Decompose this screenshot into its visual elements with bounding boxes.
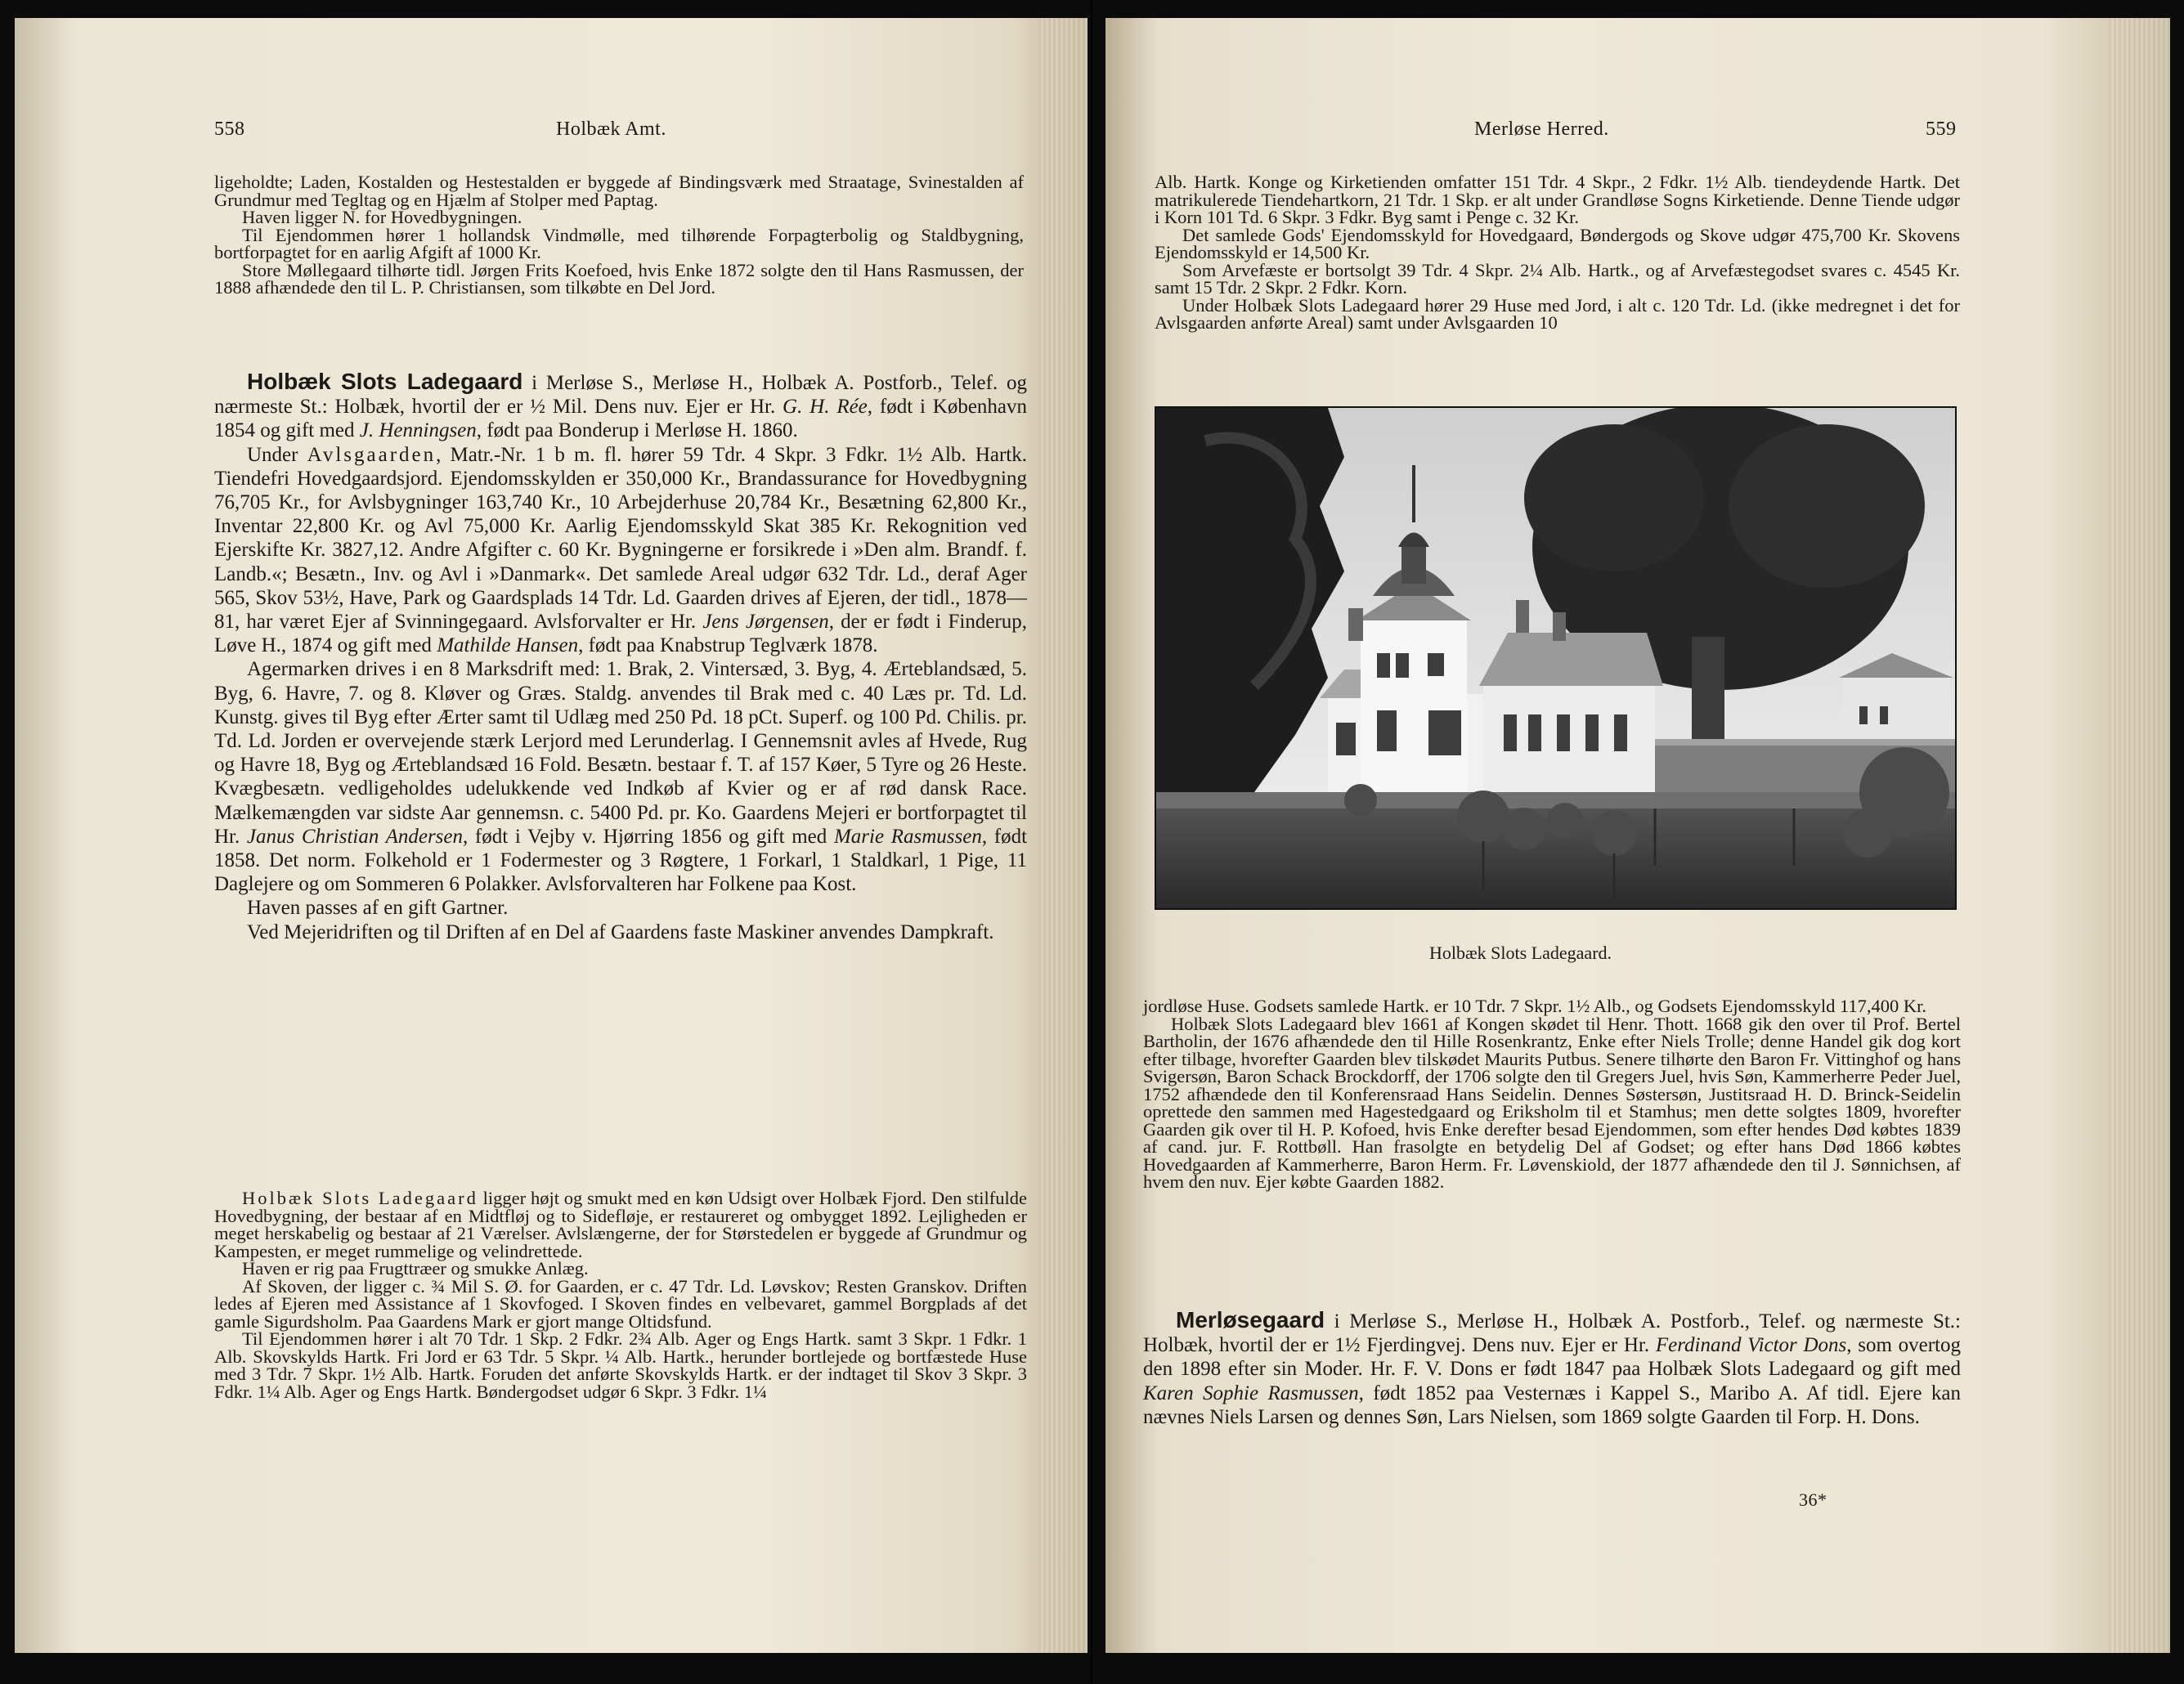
photo-caption: Holbæk Slots Ladegaard. — [1429, 943, 1612, 963]
spaced-term: Avlsgaarden — [307, 443, 437, 466]
page-number: 559 — [1926, 119, 1957, 140]
running-head: Holbæk Amt. — [556, 119, 666, 140]
manor-photo-illustration — [1156, 408, 1955, 908]
text: Under — [247, 443, 298, 466]
wife-name: J. Henningsen — [359, 419, 477, 442]
text: i Merløse S., Merløse H., Holbæk A. Postforb., Telef. og nærmeste St.: Holbæk, hvortil der er 1½ Fjerdingvej. Dens nuv. Ejer er Hr. — [1143, 1310, 1961, 1357]
page-edge — [1038, 18, 1088, 1653]
text: , født paa Bonderup i Merløse H. 1860. — [476, 419, 798, 442]
intro-text — [214, 173, 1024, 297]
paragraph: Haven passes af en gift Gartner. — [247, 897, 509, 920]
text: , født 1852 paa Vesternæs i Kappel S., Maribo A. Af tidl. Ejere kan nævnes Niels Larsen og dennes Søn, Lars Nielsen, som 1869 solgte Gaarden til Forp. H. Dons. — [1143, 1382, 1961, 1428]
paragraph — [214, 369, 1027, 443]
paragraph: Under Holbæk Slots Ladegaard hører 29 Huse med Jord, i alt c. 120 Tdr. Ld. (ikke medregnet i det for Avlsgaarden anførte Areal) samt under Avlsgaarden 10 — [1155, 294, 1960, 333]
text: , født 1858. Det norm. Folkehold er 1 Fodermester og 3 Røgtere, 1 Forkarl, 1 Staldkarl, 1 Pige, 11 Daglejere og om Sommeren 6 Polakker. Avlsforvalteren har Folkene paa Kost. — [214, 825, 1028, 896]
page-edge — [2109, 18, 2170, 1653]
paragraph — [214, 657, 1027, 896]
owner-name: Ferdinand Victor Dons — [1655, 1334, 1847, 1357]
entry-merloesegaard — [1143, 1308, 1961, 1429]
text: , født i København 1854 og gift med — [214, 396, 1028, 442]
paragraph — [214, 1189, 1027, 1260]
text: i Merløse S., Merløse H., Holbæk A. Postforb., Telef. og nærmeste St.: Holbæk, hvortil der er ½ Mil. Dens nuv. Ejer er Hr. — [214, 372, 1027, 419]
paragraph: Ved Mejeridriften og til Driften af en Del af Gaardens faste Maskiner anvendes Dampkraft. — [247, 920, 994, 943]
manor-photograph — [1155, 406, 1957, 910]
text: ligger højt og smukt med en køn Udsigt over Holbæk Fjord. Den stilfulde Hovedbygning, der bestaar af en Midtfløj og to Sidefløje, er restaureret og ombygget 1892. Lejligheden er meget herskabelig og bestaar af 21 Værelser. Avlslængerne, der for Størstedelen er byggede af Grundmur og Kampesten, er meget rummelige og velindrettede. — [214, 1188, 1027, 1261]
entry-title: Holbæk Slots Ladegaard — [247, 369, 523, 394]
owner-name: G. H. Rée — [783, 396, 868, 419]
paragraph — [1143, 1308, 1961, 1429]
forvalter-wife: Mathilde Hansen — [437, 634, 579, 657]
wife-name: Karen Sophie Rasmussen — [1143, 1382, 1359, 1404]
paragraph: ligeholdte; Laden, Kostalden og Hestestalden er byggede af Bindingsværk med Straatage, Svinestalden af Grundmur med Tegltag og en Hjælm af Stolper med Paptag. — [214, 172, 1024, 210]
text: , som overtog den 1898 efter sin Moder. Hr. F. V. Dons er født 1847 paa Holbæk Slots Ladegaard og gift med — [1143, 1334, 1961, 1381]
text: Agermarken drives i en 8 Marksdrift med: 1. Brak, 2. Vintersæd, 3. Byg, 4. Ærteblandsæd, 5. Byg, 6. Havre, 7. og 8. Kløver og Græs. Staldg. anvendes til Brak med c. 40 Læs pr. Td. Ld. Kunstg. gives til Byg efter Ærter samt til Udlæg med 250 Pd. 18 pCt. Superf. og 100 Pd. Chilis. pr. Td. Ld. Jorden er overvejende stærk Lerjord med Lerunderlag. I Gennemsnit avles af Hvede, Rug og Havre 18, Byg og Ærteblandsæd 16 Fold. Besætn. bestaar f. T. af 157 Køer, 5 Tyre og 26 Heste. Kvægbesætn. vedligeholdes udelukkende ved Indkøb af Kvier og er af rød dansk Race. Mælkemængden var sidste Aar gennemsn. c. 5400 Pd. pr. Ko. Gaardens Mejeri er bortforpagtet til Hr. — [214, 658, 1027, 848]
paragraph: Af Skoven, der ligger c. ¾ Mil S. Ø. for Gaarden, er c. 47 Tdr. Ld. Løvskov; Resten Granskov. Driften ledes af Ejeren med Assistance af 1 Skovfoged. I Skoven findes en velbevaret, gammel Borgplads af det gamle Sigurdsholm. Paa Gaardens Mark er gjort mange Oltidsfund. — [214, 1275, 1027, 1332]
mejeri-wife: Marie Rasmussen — [833, 825, 982, 848]
paragraph: jordløse Huse. Godsets samlede Hartk. er 10 Tdr. 7 Skpr. 1½ Alb., og Godsets Ejendomsskyld 117,400 Kr. — [1143, 996, 1927, 1016]
text: , Matr.-Nr. 1 b m. fl. hører 59 Tdr. 4 Skpr. 3 Fdkr. 1½ Alb. Hartk. Tiendefri Hovedgaardsjord. Ejendomsskylden er 350,000 Kr., Brandassurance for Hovedbygning 76,705 Kr., for Avlsbygninger 163,740 Kr., 10 Arbejderhuse 20,784 Kr., Besætning 62,800 Kr., Inventar 22,800 Kr. og Avl 75,000 Kr. Aarlig Ejendomsskyld Skat 385 Kr. Rekognition ved Ejerskifte Kr. 3827,12. Andre Afgifter c. 60 Kr. Bygningerne er forsikrede i »Den alm. Brandf. f. Landb.«; Besætn., Inv. og Avl i »Danmark«. Det samlede Areal udgør 632 Tdr. Ld., deraf Ager 565, Skov 53½, Have, Park og Gaardsplads 14 Tdr. Ld. Gaarden drives af Ejeren, der tidl., 1878—81, har været Ejer af Svinningegaard. Avlsforvalter er Hr. — [214, 443, 1027, 634]
continuation-text — [1155, 173, 1960, 332]
forvalter-name: Jens Jørgensen — [702, 611, 829, 634]
paragraph: Til Ejendommen hører i alt 70 Tdr. 1 Skp. 2 Fdkr. 2¾ Alb. Ager og Engs Hartk. samt 3 Skpr. 1 Fdkr. 1 Alb. Skovskylds Hartk. Fri Jord er 63 Tdr. 5 Skpr. ¼ Alb. Hartk., herunder bortlejede og bortfæstede Huse med 3 Tdr. 7 Skpr. 1½ Alb. Hartk. Foruden det anførte Skovskylds Hartk. er der indtaget til Skov 3 Skpr. 3 Fdkr. 1¼ Alb. Ager og Engs Hartk. Bøndergodset udgør 6 Skpr. 3 Fdkr. 1¼ — [214, 1328, 1027, 1402]
mejeri-name: Janus Christian Andersen — [246, 825, 464, 848]
paragraph: Holbæk Slots Ladegaard blev 1661 af Kongen skødet til Henr. Thott. 1668 gik den over til Prof. Bertel Bartholin, der 1676 afhændede den til Hille Rosenkrantz, Enke efter Niels Trolle; denne Handel gik dog kort efter tilbage, hvorefter Gaarden blev tilskødet Maurits Putbus. Senere tilhørte den Baron Fr. Vittinghof og hans Svigersøn, Baron Schack Brockdorff, der 1706 solgte den til Gregers Juel, hvis Søn, Kammerherre Peder Juel, 1752 afhændede den til Konferensraad Hans Seidelin. Dennes Søstersøn, Justitsraad H. D. Brinck-Seidelin oprettede den sammen med Hagestedgaard og Eriksholm til et Stamhus; men dette solgtes 1809, hvorefter Gaarden gik over til H. P. Kofoed, hvis Enke derefter besad Ejendommen, som efter hendes Død købtes 1839 af cand. jur. F. Rottbøll. Han frasolgte en betydelig Del af Godset; og efter hans Død 1866 købtes Hovedgaarden af Kammerherre, Baron Herm. Fr. Løvenskiold, der 1877 afhændede den til J. Sønnichsen, af hvem den nuv. Ejer købte Gaarden 1882. — [1143, 1013, 1961, 1192]
page-number: 558 — [214, 119, 245, 140]
text: , der er født i Finderup, Løve H., 1874 og gift med — [214, 611, 1027, 657]
running-head: Merløse Herred. — [1474, 119, 1609, 140]
paragraph: Til Ejendommen hører 1 hollandsk Vindmølle, med tilhørende Forpagterbolig og Staldbygning, bortforpagtet for en aarlig Afgift af 1000 Kr. — [214, 224, 1024, 262]
paragraph — [214, 443, 1027, 658]
text: , født paa Knabstrup Teglværk 1878. — [578, 634, 878, 657]
description-text — [214, 1189, 1027, 1400]
paragraph: Som Arvefæste er bortsolgt 39 Tdr. 4 Skpr. 2¼ Alb. Hartk., og af Arvefæstegodset svares c. 4545 Kr. samt 15 Tdr. 2 Skpr. 2 Fdkr. Korn. — [1155, 259, 1960, 298]
history-text — [1143, 997, 1961, 1191]
book-gutter — [1091, 0, 1092, 1684]
spaced-term: Holbæk Slots Ladegaard — [242, 1188, 478, 1208]
text: , født i Vejby v. Hjørring 1856 og gift med — [463, 825, 834, 848]
paragraph: Alb. Hartk. Konge og Kirketienden omfatter 151 Tdr. 4 Skpr., 2 Fdkr. 1½ Alb. tiendeydende Hartk. Det matrikulerede Tiendehartkorn, 21 Tdr. 1 Skp. er alt under Grandløse Sogns Kirketiende. Denne Tiende udgør i Korn 101 Td. 6 Skpr. 3 Fdkr. Byg samt i Penge c. 32 Kr. — [1155, 172, 1960, 227]
paragraph: Store Møllegaard tilhørte tidl. Jørgen Frits Koefoed, hvis Enke 1872 solgte den til Hans Rasmussen, der 1888 afhændede den til L. P. Christiansen, som tilkøbte en Del Jord. — [214, 259, 1024, 298]
paragraph: Det samlede Gods' Ejendomsskyld for Hovedgaard, Bøndergods og Skove udgør 475,700 Kr. Skovens Ejendomsskyld er 14,500 Kr. — [1155, 224, 1960, 262]
signature-mark: 36* — [1799, 1489, 1827, 1510]
paragraph: Haven ligger N. for Hovedbygningen. — [242, 207, 522, 227]
entry-title: Merløsegaard — [1176, 1307, 1325, 1332]
entry-holbaek-slots-ladegaard — [214, 369, 1027, 944]
paragraph: Haven er rig paa Frugttræer og smukke Anlæg. — [242, 1258, 589, 1279]
